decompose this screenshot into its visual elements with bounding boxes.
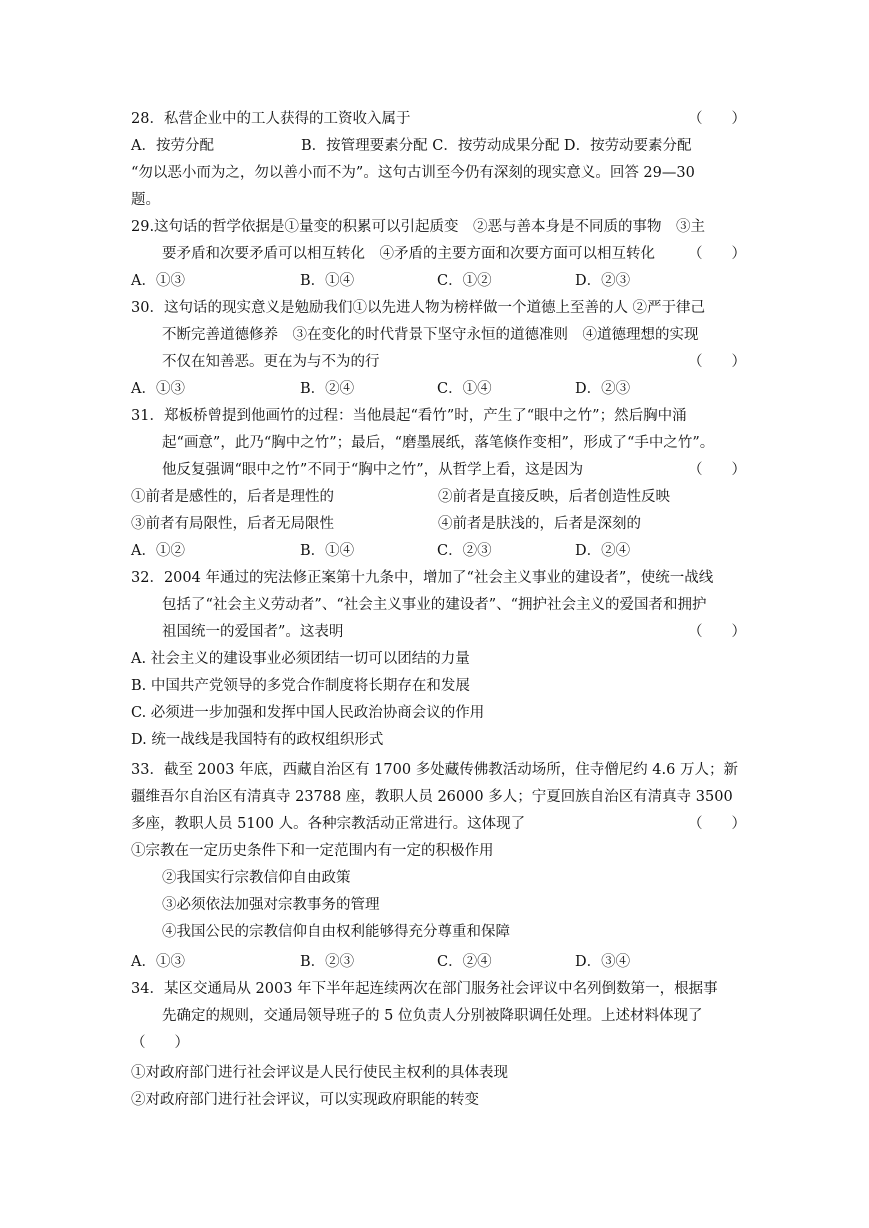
q33-stem: 疆维吾尔自治区有清真寺 23788 座，教职人员 26000 多人；宁夏回族自治区有清真寺 3500 xyxy=(131,789,733,805)
q34-answer-paren: （ ） xyxy=(131,1035,189,1051)
q29-stem: 29.这句话的哲学依据是①量变的积累可以引起质变 ②恶与善本身是不同质的事物 ③主 xyxy=(131,219,706,235)
q31-option-d: D．②④ xyxy=(575,543,631,559)
q30-option-b: B．②④ xyxy=(300,381,355,397)
q31-answer-paren: （ ） xyxy=(688,462,746,478)
q31-option-c: C．②③ xyxy=(437,543,492,559)
q31-statement: ③前者有局限性，后者无局限性 xyxy=(131,516,334,532)
q32-option-d: D. 统一战线是我国特有的政权组织形式 xyxy=(131,732,384,748)
q34-stem: 34．某区交通局从 2003 年下半年起连续两次在部门服务社会评议中名列倒数第一，根据事 xyxy=(131,981,718,997)
q30-option-a: A．①③ xyxy=(131,381,185,397)
q31-option-b: B．①④ xyxy=(300,543,355,559)
q33-option-a: A．①③ xyxy=(131,954,185,970)
q31-statement: ①前者是感性的，后者是理性的 xyxy=(131,489,334,505)
q30-stem: 不仅在知善恶。更在为与不为的行 xyxy=(162,354,380,370)
q32-option-c: C. 必须进一步加强和发挥中国人民政治协商会议的作用 xyxy=(131,705,485,721)
q29-stem: 要矛盾和次要矛盾可以相互转化 ④矛盾的主要方面和次要方面可以相互转化 xyxy=(162,246,655,262)
q29-option-d: D．②③ xyxy=(575,273,631,289)
q28-options: A．按劳分配 B．按管理要素分配 C．按劳动成果分配 D．按劳动要素分配 xyxy=(131,138,692,154)
q33-answer-paren: （ ） xyxy=(688,816,746,832)
q30-stem: 不断完善道德修养 ③在变化的时代背景下坚守永恒的道德准则 ④道德理想的实现 xyxy=(162,327,699,343)
q29-answer-paren: （ ） xyxy=(688,246,746,262)
q34-stem: 先确定的规则，交通局领导班子的 5 位负责人分别被降职调任处理。上述材料体现了 xyxy=(162,1008,703,1024)
q33-statement: ④我国公民的宗教信仰自由权利能够得充分尊重和保障 xyxy=(162,924,510,940)
q31-statement: ②前者是直接反映，后者创造性反映 xyxy=(438,489,670,505)
q31-stem: 他反复强调“眼中之竹”不同于“胸中之竹”，从哲学上看，这是因为 xyxy=(162,462,584,478)
q34-statement: ①对政府部门进行社会评议是人民行使民主权利的具体表现 xyxy=(131,1065,508,1081)
q31-stem: 起“画意”，此乃“胸中之竹”；最后，“磨墨展纸，落笔倏作变相”，形成了“手中之竹”。 xyxy=(162,435,715,451)
q33-stem: 多座，教职人员 5100 人。各种宗教活动正常进行。这体现了 xyxy=(131,816,526,832)
q32-option-a: A. 社会主义的建设事业必须团结一切可以团结的力量 xyxy=(131,651,470,667)
intro-line: “勿以恶小而为之，勿以善小而不为”。这句古训至今仍有深刻的现实意义。回答 29—30 xyxy=(131,165,695,181)
q34-statement: ②对政府部门进行社会评议，可以实现政府职能的转变 xyxy=(131,1092,479,1108)
q28-stem: 28．私营企业中的工人获得的工资收入属于 xyxy=(131,111,411,127)
q33-option-d: D．③④ xyxy=(575,954,631,970)
q30-option-c: C．①④ xyxy=(437,381,492,397)
q30-answer-paren: （ ） xyxy=(688,354,746,370)
q30-stem: 30．这句话的现实意义是勉励我们①以先进人物为榜样做一个道德上至善的人 ②严于律己 xyxy=(131,300,706,316)
q31-stem: 31．郑板桥曾提到他画竹的过程：当他晨起“看竹”时，产生了“眼中之竹”；然后胸中涌 xyxy=(131,408,687,424)
q32-stem: 32．2004 年通过的宪法修正案第十九条中，增加了“社会主义事业的建设者”，使统一战线 xyxy=(131,570,714,586)
q33-option-c: C．②④ xyxy=(437,954,492,970)
q33-statement: ①宗教在一定历史条件下和一定范围内有一定的积极作用 xyxy=(131,843,494,859)
q32-stem: 祖国统一的爱国者”。这表明 xyxy=(162,624,344,640)
q32-stem: 包括了“社会主义劳动者”、“社会主义事业的建设者”、“拥护社会主义的爱国者和拥护 xyxy=(162,597,707,613)
q33-option-b: B．②③ xyxy=(300,954,355,970)
q29-option-c: C．①② xyxy=(437,273,492,289)
q32-answer-paren: （ ） xyxy=(688,624,746,640)
q31-statement: ④前者是肤浅的，后者是深刻的 xyxy=(438,516,641,532)
q29-option-a: A．①③ xyxy=(131,273,185,289)
q32-option-b: B. 中国共产党领导的多党合作制度将长期存在和发展 xyxy=(131,678,470,694)
q33-statement: ②我国实行宗教信仰自由政策 xyxy=(162,870,351,886)
q28-answer-paren: （ ） xyxy=(688,111,746,127)
q33-stem: 33．截至 2003 年底，西藏自治区有 1700 多处藏传佛教活动场所，住寺僧尼约 4.6 万人；新 xyxy=(131,762,738,778)
q30-option-d: D．②③ xyxy=(575,381,631,397)
q31-option-a: A．①② xyxy=(131,543,185,559)
q33-statement: ③必须依法加强对宗教事务的管理 xyxy=(162,897,380,913)
q29-option-b: B．①④ xyxy=(300,273,355,289)
intro-line: 题。 xyxy=(131,192,160,208)
